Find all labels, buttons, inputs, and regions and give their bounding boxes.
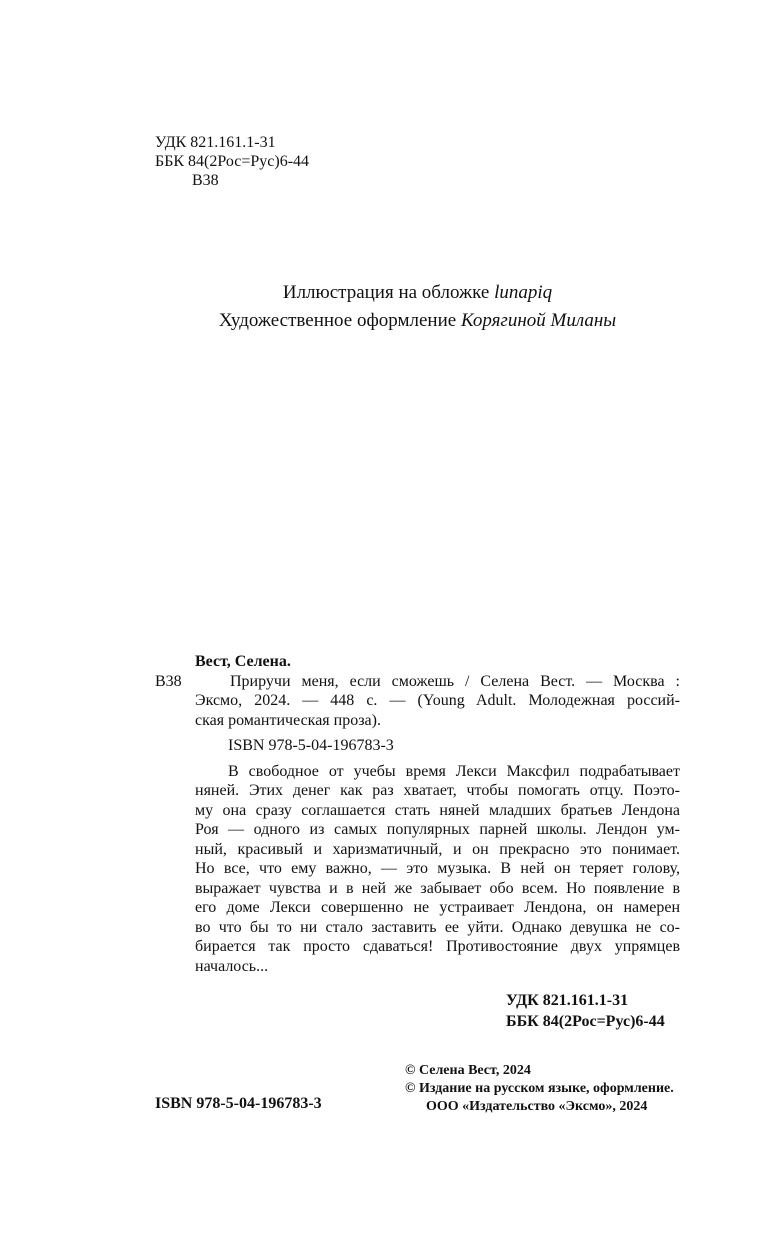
annotation-line: началось... <box>195 957 269 975</box>
entry-isbn: ISBN 978-5-04-196783-3 <box>228 737 394 754</box>
annotation-line: выражает чувства и в ней же забывает обо всем. Но появление в <box>195 879 680 897</box>
author-mark: В38 <box>192 172 219 189</box>
copyright-author: © Селена Вест, 2024 <box>405 1063 531 1078</box>
copyright-block <box>405 1062 674 1116</box>
annotation-line: му она сразу соглашается стать няней младших братьев Лендона <box>195 801 680 819</box>
udk-code-bottom: УДК 821.161.1-31 <box>506 992 629 1009</box>
udk-code: УДК 821.161.1-31 <box>155 134 276 151</box>
annotation-line: В свободное от учебы время Лекси Максфил подрабатывает <box>228 762 680 780</box>
copyright-publisher: © Издание на русском языке, оформление. <box>405 1081 674 1096</box>
illustration-label: Иллюстрация на обложке <box>282 282 495 303</box>
description-line: Приручи меня, если сможешь / Селена Вест. — Москва : <box>230 672 680 690</box>
annotation-line: Роя — одного из самых популярных парней школы. Лендон ум- <box>195 821 680 838</box>
annotation-line: ный, красивый и харизматичный, и он прекрасно это понимает. <box>195 840 680 858</box>
classification-codes-bottom <box>506 990 665 1032</box>
catalog-entry <box>155 652 680 976</box>
illustration-credit <box>0 279 768 307</box>
design-credit <box>0 307 768 335</box>
annotation-line: няней. Этих денег как раз хватает, чтобы помогать отцу. Поэто- <box>195 782 680 799</box>
bbk-code: ББК 84(2Рос=Рус)6-44 <box>155 153 310 170</box>
annotation-line: Но все, что ему важно, — это музыка. В ней он теряет голову, <box>195 860 680 877</box>
design-label: Художественное оформление <box>218 310 461 331</box>
bbk-code-bottom: ББК 84(2Рос=Рус)6-44 <box>506 1013 665 1030</box>
description-line: ская романтическая проза). <box>195 711 381 729</box>
annotation <box>155 762 680 977</box>
illustrator-name: lunapiq <box>494 282 553 303</box>
classification-codes-top <box>155 133 309 190</box>
entry-description <box>155 672 680 731</box>
description-line: Эксмо, 2024. — 448 с. — (Young Adult. Молодежная россий- <box>195 692 680 709</box>
annotation-line: во что бы то ни стало заставить ее уйти. Однако девушка не со- <box>195 918 680 936</box>
annotation-line: бирается так просто сдаваться! Противостояние двух упрямцев <box>195 938 680 955</box>
annotation-line: его доме Лекси совершенно не устраивает Лендона, он намерен <box>195 899 680 916</box>
designer-name: Корягиной Миланы <box>460 310 617 331</box>
entry-author: Вест, Селена. <box>195 653 291 670</box>
credits <box>0 279 768 335</box>
entry-mark: В38 <box>155 672 182 690</box>
copyright-publisher-name: ООО «Издательство «Эксмо», 2024 <box>426 1099 648 1114</box>
isbn-bottom: ISBN 978-5-04-196783-3 <box>155 1095 322 1112</box>
